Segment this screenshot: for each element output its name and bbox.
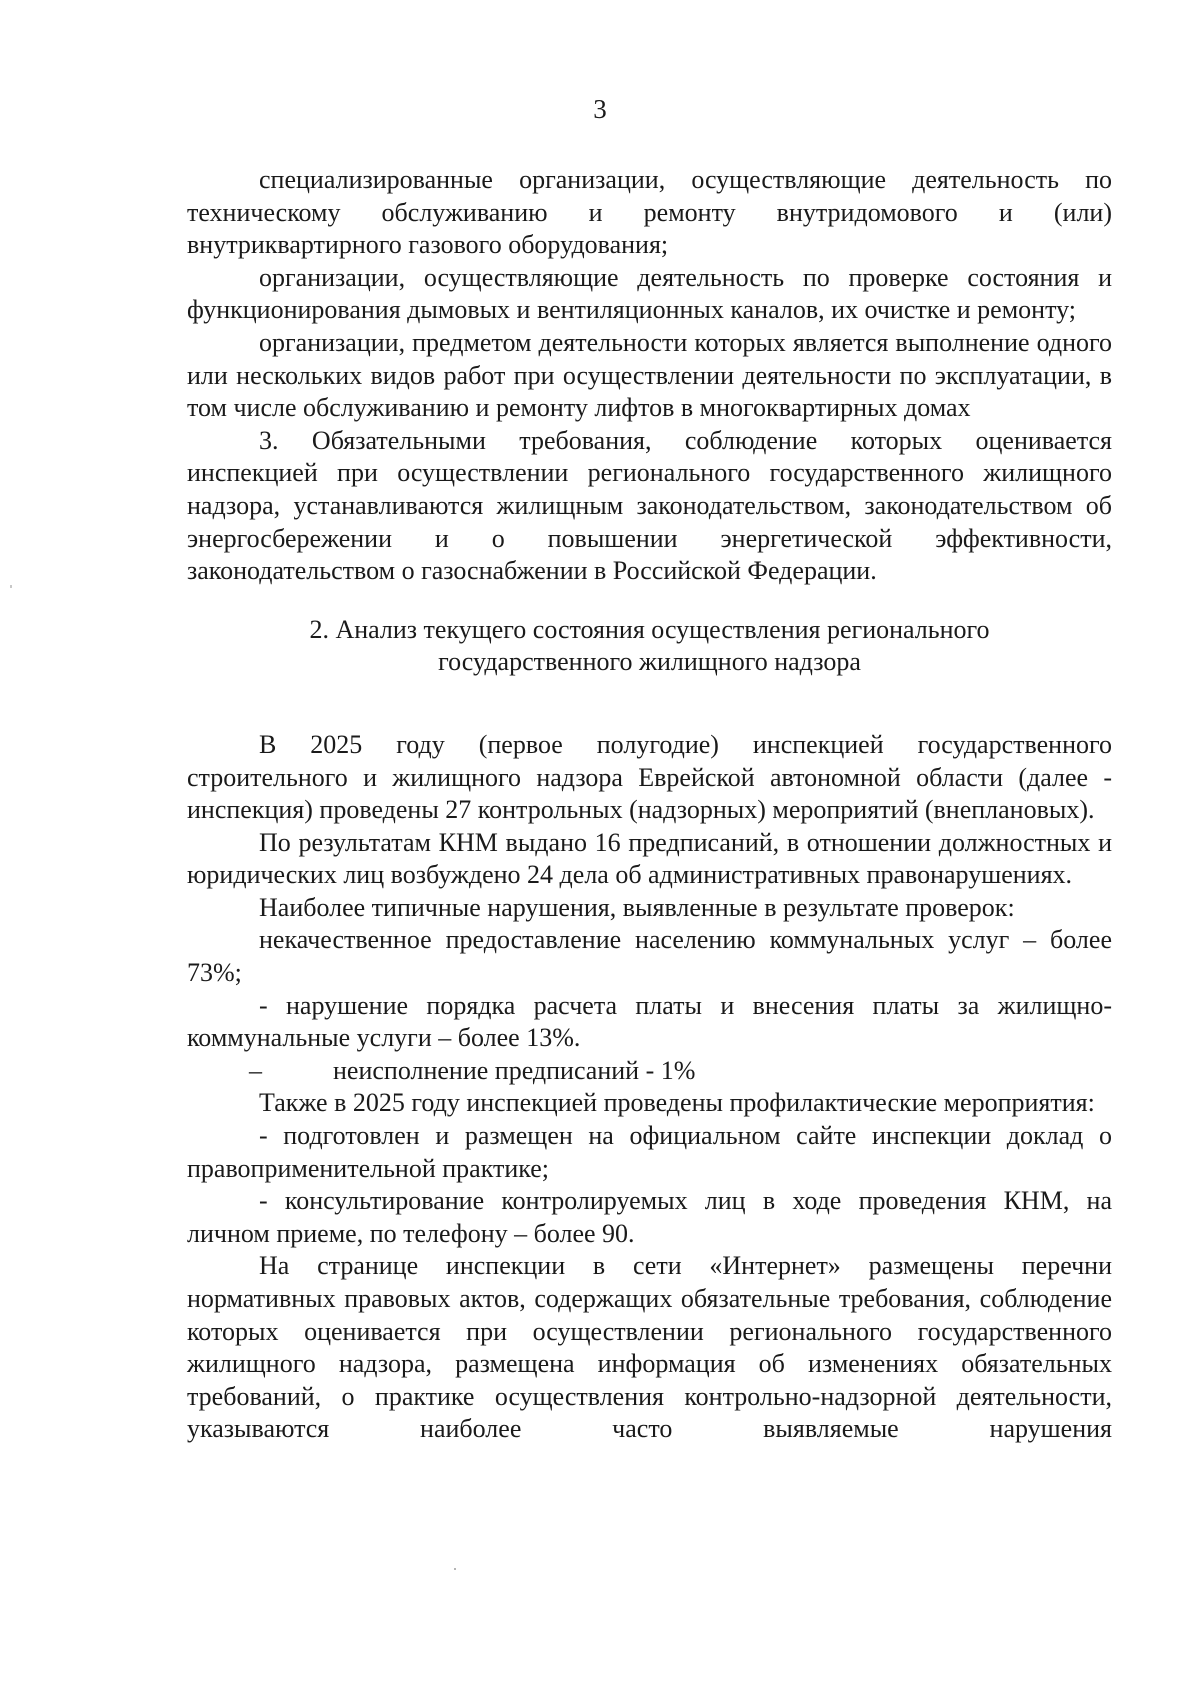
section-heading [187, 614, 1112, 679]
paragraph: Наиболее типичные нарушения, выявленные в результате проверок: [259, 892, 1015, 922]
list-item: - консультирование контролируемых лиц в ходе проведения КНМ, на личном приеме, по телефону – более 90. [187, 1186, 1112, 1248]
dash-bullet: – [249, 1055, 262, 1085]
document-body [187, 164, 1112, 1446]
paragraph: Также в 2025 году инспекцией проведены профилактические мероприятия: [259, 1088, 1095, 1118]
paragraph: На странице инспекции в сети «Интернет» размещены перечни нормативных правовых актов, содержащих обязательные требования, соблюдение которых оценивается при осуществлении регионального государственного жилищного надзора, размещена информация об изменениях обязательных требований, о практике осуществления контрольно-надзорной деятельности, указываются наиболее часто выявляемые нарушения [187, 1251, 1112, 1444]
page-number: 3 [593, 94, 607, 124]
scan-speck [10, 585, 12, 588]
list-item: некачественное предоставление населению коммунальных услуг – более 73%; [187, 925, 1112, 988]
list-item [187, 1055, 1112, 1088]
section-heading-line: 2. Анализ текущего состояния осуществления регионального [309, 614, 990, 644]
paragraph: организации, предметом деятельности которых является выполнение одного или нескольких видов работ при осуществлении деятельности по эксплуатации, в том числе обслуживанию и ремонту лифтов в многоквартирных домах [187, 327, 1112, 423]
paragraph: организации, осуществляющие деятельность по проверке состояния и функционирования дымовых и вентиляционных каналов, их очистке и ремонту; [187, 262, 1112, 325]
list-item-text: неисполнение предписаний - 1% [333, 1055, 696, 1085]
paragraph: специализированные организации, осуществляющие деятельность по техническому обслуживанию и ремонту внутридомового и (или) внутриквартирного газового оборудования; [187, 165, 1112, 260]
paragraph: По результатам КНМ выдано 16 предписаний, в отношении должностных и юридических лиц возбуждено 24 дела об административных правонарушениях. [187, 827, 1112, 890]
list-item: - подготовлен и размещен на официальном сайте инспекции доклад о правоприменительной практике; [187, 1121, 1112, 1183]
paragraph: 3. Обязательными требования, соблюдение которых оценивается инспекцией при осуществлении регионального государственного жилищного надзора, устанавливаются жилищным законодательством, законодательством об энергосбережении и о повышении энергетической эффективности, законодательством о газоснабжении в Российской Федерации. [187, 425, 1112, 586]
scan-speck [454, 1568, 456, 1570]
paragraph: В 2025 году (первое полугодие) инспекцией государственного строительного и жилищного надзора Еврейской автономной области (далее - инспекция) проведены 27 контрольных (надзорных) мероприятий (внеплановых). [187, 729, 1112, 825]
list-item: - нарушение порядка расчета платы и внесения платы за жилищно-коммунальные услуги – более 13%. [187, 990, 1112, 1053]
section-heading-line: государственного жилищного надзора [438, 647, 861, 677]
